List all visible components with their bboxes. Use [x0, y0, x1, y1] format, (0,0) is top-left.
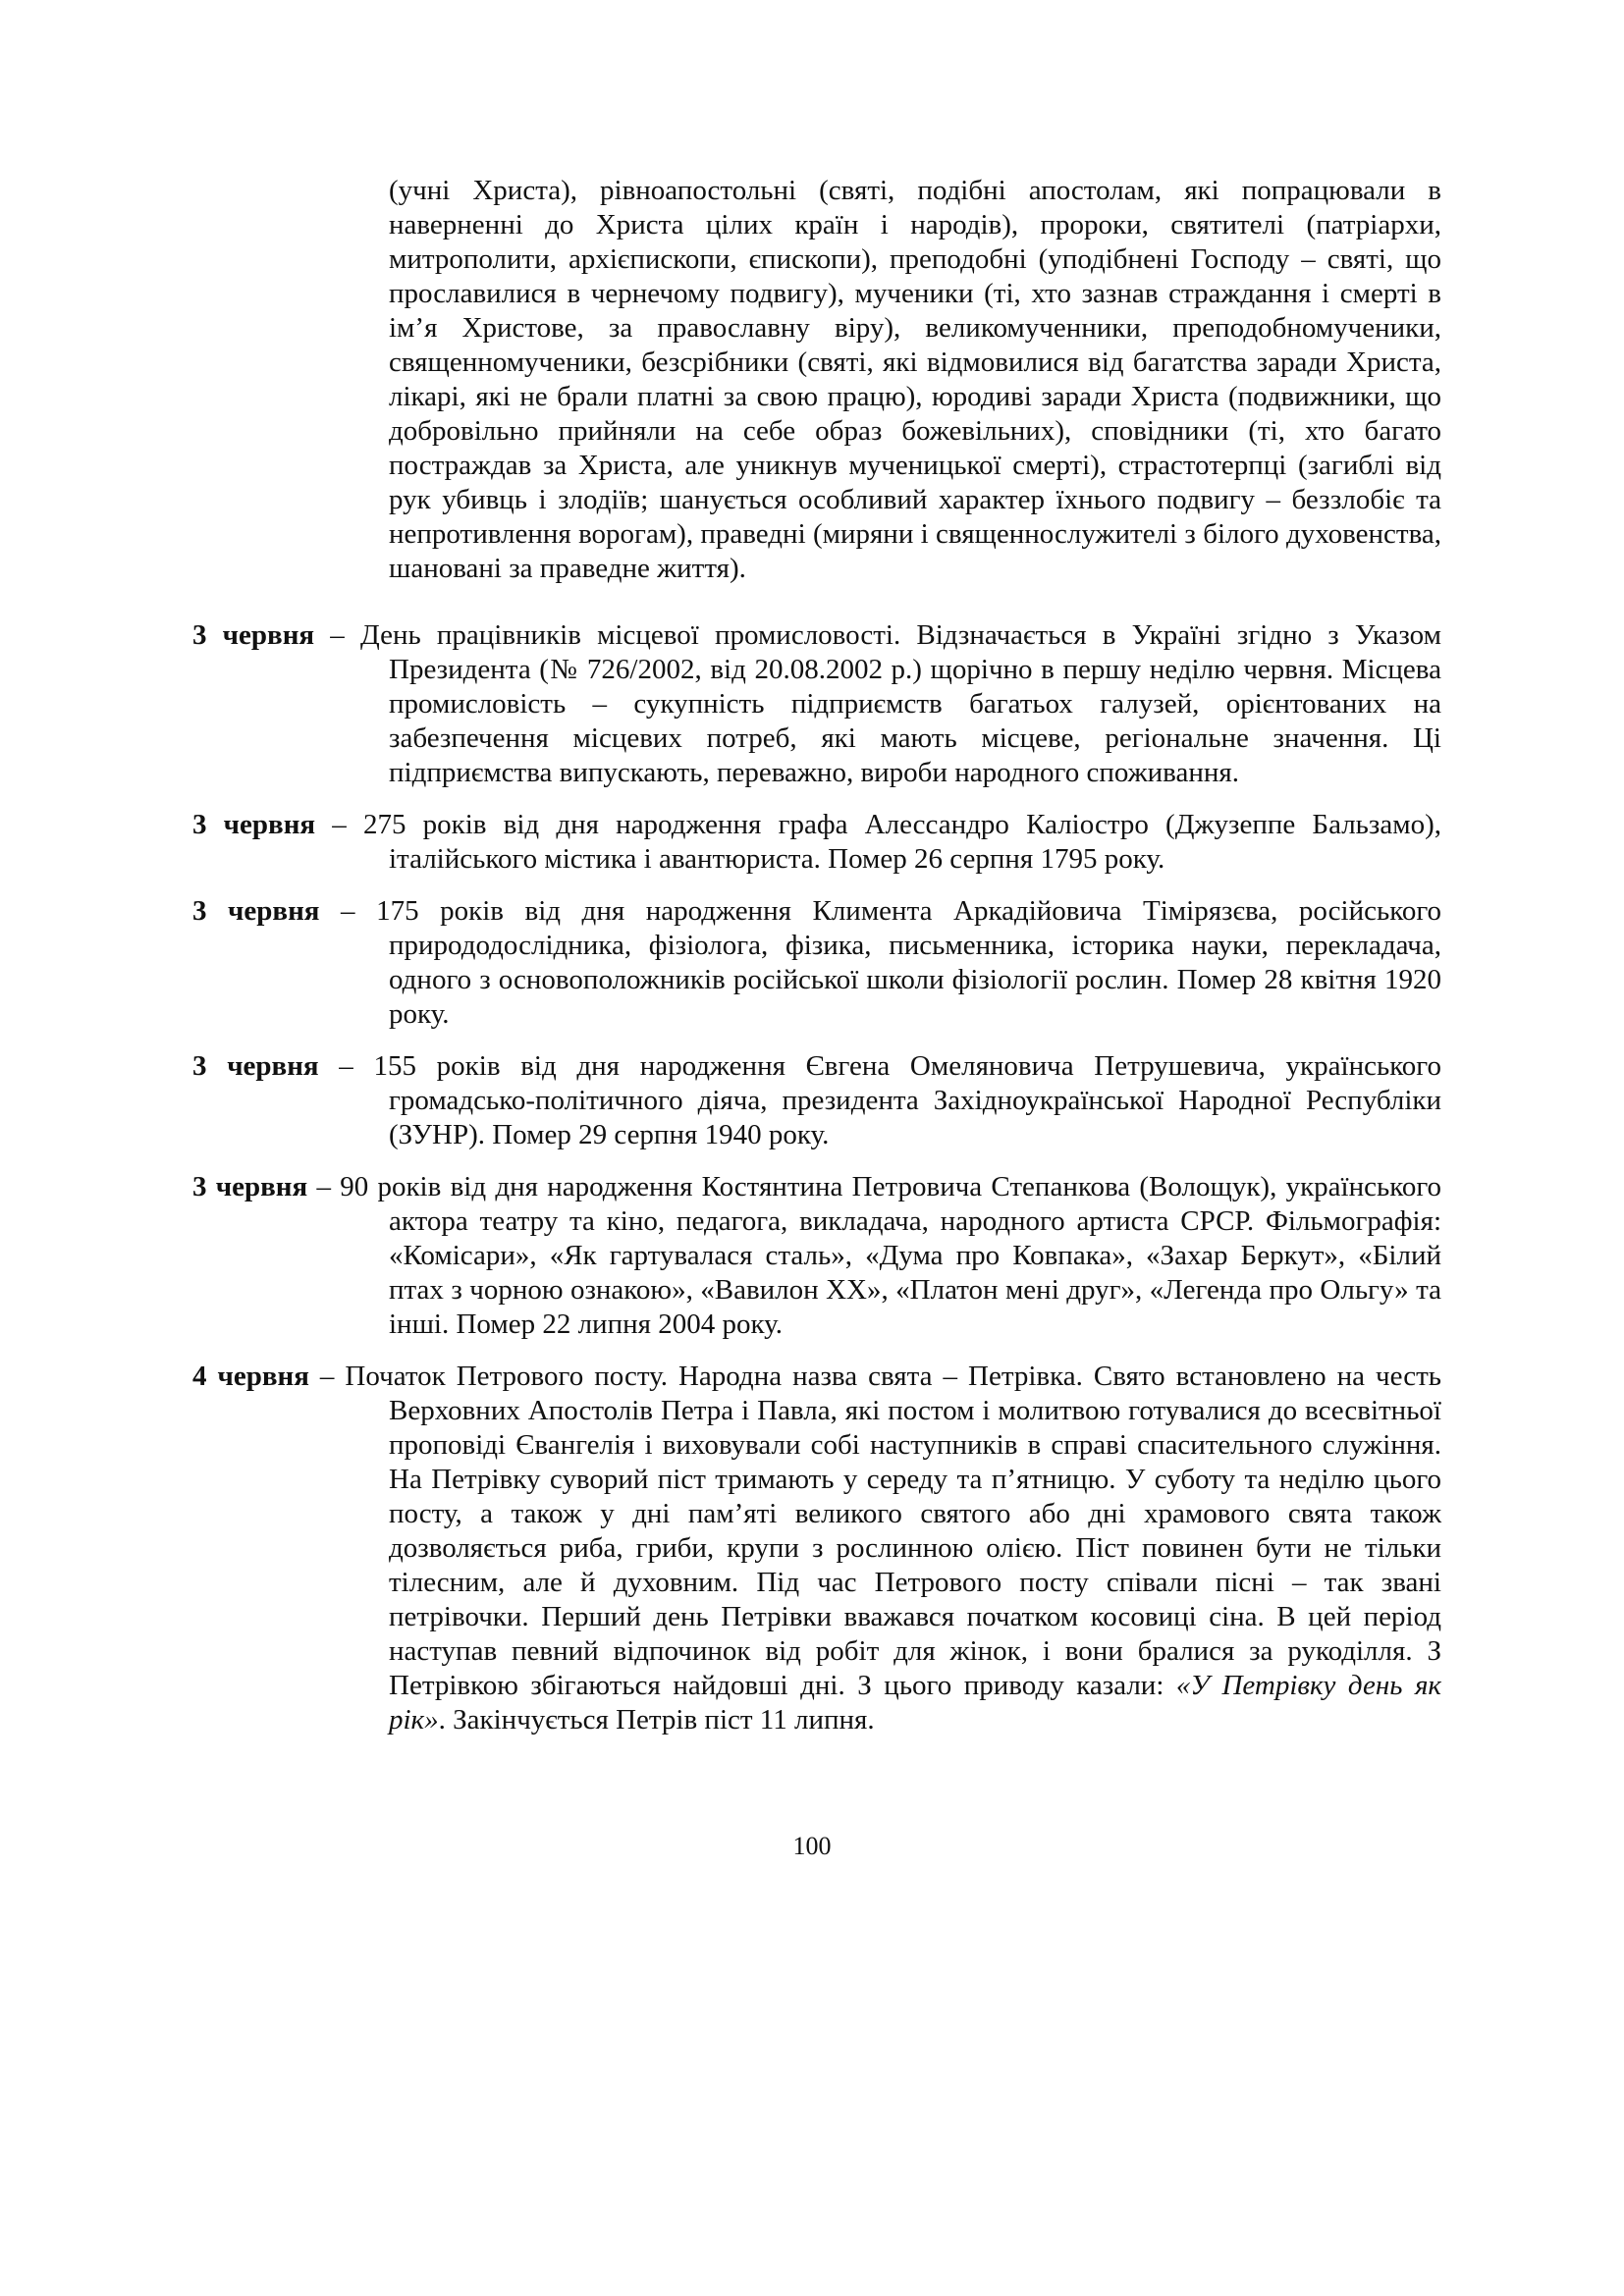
entry-date: 3 червня [192, 619, 315, 651]
calendar-entry [192, 894, 1441, 1032]
entry-text: – Початок Петрового посту. Народна назва свята – Петрівка. Свято встановлено на честь Верховних Апостолів Петра і Павла, які постом і молитвою готувалися до всесвітньої проповіді Євангелія і виховували собі наступників в справі спасительного служіння. На Петрівку суворий піст тримають у середу та п’ятницю. У суботу та неділю цього посту, а також у дні пам’яті великого святого або дні храмового свята також дозволяється риба, гриби, крупи з рослинною олією. Піст повинен бути не тільки тілесним, але й духовним. Під час Петрового посту співали пісні – так звані петрівочки. Перший день Петрівки вважався початком косовиці сіна. В цей період наступав певний відпочинок від робіт для жінок, і вони бралися за рукоділля. З Петрівкою збігаються найдовші дні. З цього приводу казали: [308, 1361, 1441, 1701]
entry-date: 3 червня [192, 895, 320, 927]
calendar-entry [192, 618, 1441, 790]
entry-quote: «У Петрівку день як рік» [389, 1670, 1441, 1735]
calendar-entry [192, 1360, 1441, 1737]
entry-date: 3 червня [192, 1050, 319, 1082]
entry-text: – 175 років від дня народження Климента Аркадійовича Тімірязєва, російського природодослідника, фізіолога, фізика, письменника, історика науки, перекладача, одного з основоположників російської школи фізіології рослин. Помер 28 квітня 1920 року. [319, 895, 1441, 1030]
entry-date: 4 червня [192, 1361, 309, 1392]
calendar-entry [192, 808, 1441, 877]
entry-text: – День працівників місцевої промисловості. Відзначається в Україні згідно з Указом Президента (№ 726/2002, від 20.08.2002 р.) щорічно в першу неділю червня. Місцева промисловість – сукупність підприємств багатьох галузей, орієнтованих на забезпечення місцевих потреб, які мають місцеве, регіональне значення. Ці підприємства випускають, переважно, вироби народного споживання. [314, 619, 1441, 788]
entry-text-end: . Закінчується Петрів піст 11 липня. [438, 1704, 875, 1735]
entry-text: – 275 років від дня народження графа Алессандро Каліостро (Джузеппе Бальзамо), італійського містика і авантюриста. Помер 26 серпня 1795 року. [315, 809, 1441, 875]
entry-text: – 155 років від дня народження Євгена Омеляновича Петрушевича, українського громадсько-політичного діяча, президента Західноукраїнської Народної Республіки (ЗУНР). Помер 29 серпня 1940 року. [318, 1050, 1441, 1150]
calendar-entry [192, 1170, 1441, 1342]
calendar-entry [192, 1049, 1441, 1152]
calendar-entries [192, 618, 1441, 1755]
entry-date: 3 червня [192, 809, 316, 840]
page-number: 100 [792, 1832, 832, 1860]
entry-text: – 90 років від дня народження Костянтина Петровича Степанкова (Волощук), українського актора театру та кіно, педагога, викладача, народного артиста СРСР. Фільмографія: «Комісари», «Як гартувалася сталь», «Дума про Ковпака», «Захар Беркут», «Білий птах з чорною ознакою», «Вавилон ХХ», «Платон мені друг», «Легенда про Ольгу» та інші. Помер 22 липня 2004 року. [307, 1171, 1442, 1340]
entry-date: 3 червня [192, 1171, 308, 1202]
continuation-paragraph: (учні Христа), рівноапостольні (святі, подібні апостолам, які попрацювали в наверненні до Христа цілих країн і народів), пророки, святителі (патріархи, митрополити, архієпископи, єпископи), преподобні (уподібнені Господу – святі, що прославилися в чернечому подвигу), мученики (ті, хто зазнав страждання і смерті в ім’я Христове, за православну віру), великомученники, преподобномученики, священномученики, безсрібники (святі, які відмовилися від багатства заради Христа, лікарі, які не брали платні за свою працю), юродиві заради Христа (подвижники, що добровільно прийняли на себе образ божевільних), сповідники (ті, хто багато постраждав за Христа, але уникнув мученицької смерті), страстотерпці (загиблі від рук убивць і злодіїв; шанується особливий характер їхнього подвигу – беззлобіє та непротивлення ворогам), праведні (миряни і священнослужителі з білого духовенства, шановані за праведне життя). [389, 175, 1441, 584]
